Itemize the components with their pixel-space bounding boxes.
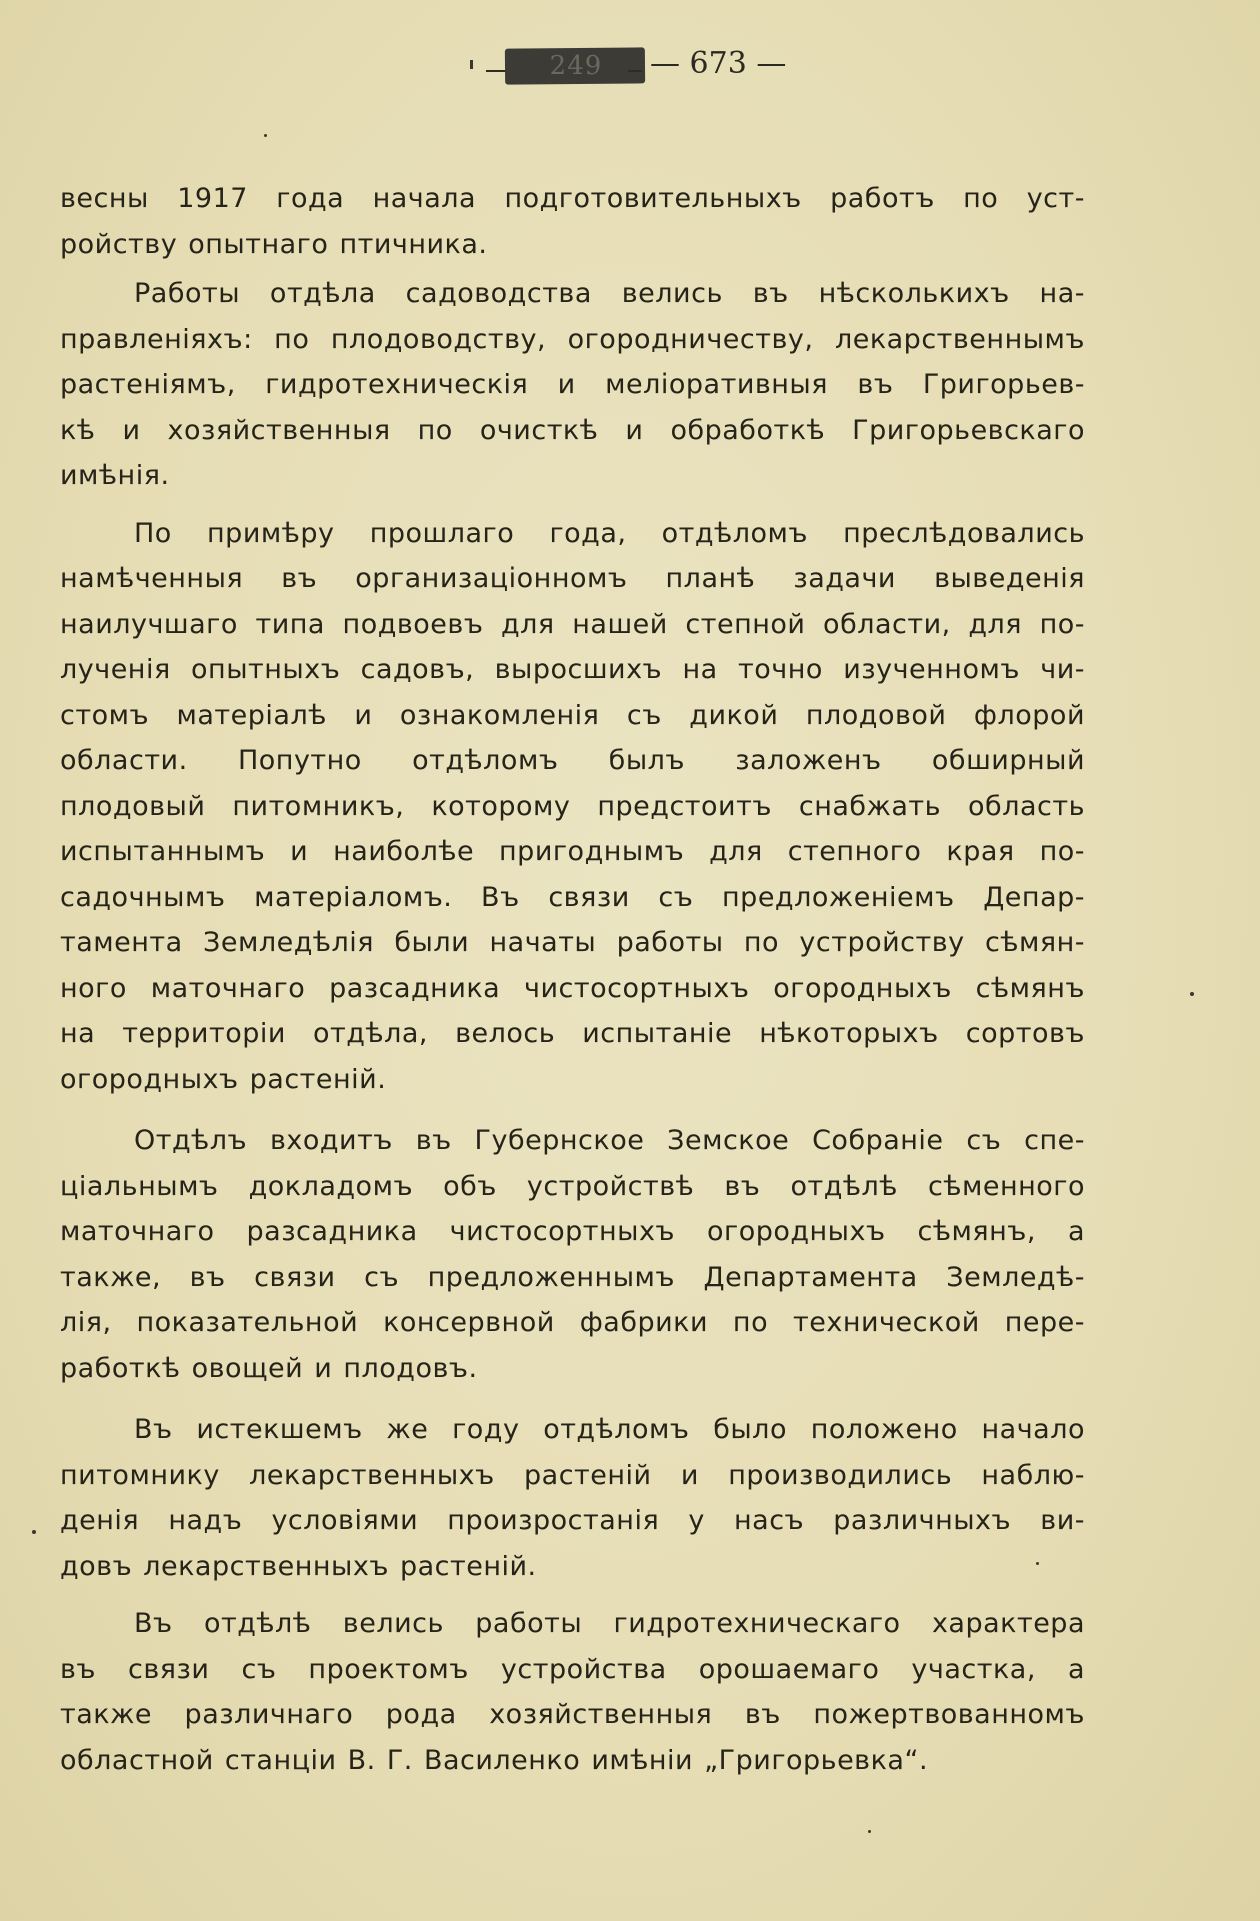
paragraph [60, 1407, 1085, 1589]
text-line: также различнаго рода хозяйственныя въ пожертвованномъ [60, 1699, 1085, 1730]
text-line: также, въ связи съ предложеннымъ Департамента Земледѣ- [60, 1261, 1085, 1293]
paragraph [60, 1601, 1085, 1783]
text-line: Работы отдѣла садоводства велись въ нѣсколькихъ на- [134, 278, 1085, 309]
text-line: тамента Земледѣлія были начаты работы по устройству сѣмян- [60, 927, 1085, 958]
text-line: ціальнымъ докладомъ объ устройствѣ въ отдѣлѣ сѣменного [60, 1170, 1085, 1202]
text-line: ройству опытнаго птичника. [60, 228, 488, 260]
text-line: стомъ матеріалѣ и ознакомленія съ дикой плодовой флорой [60, 699, 1085, 731]
paragraph [60, 1118, 1085, 1391]
page-number: — 673 — [650, 46, 787, 81]
text-line: маточнаго разсадника чистосортныхъ огородныхъ сѣмянъ, а [60, 1216, 1085, 1247]
paper-speck [868, 1830, 871, 1833]
text-line: питомнику лекарственныхъ растеній и производились наблю- [60, 1459, 1085, 1491]
text-line: имѣнія. [60, 460, 170, 491]
text-line: лія, показательной консервной фабрики по технической пере- [60, 1307, 1085, 1338]
text-line: правленіяхъ: по плодоводству, огородничеству, лекарственнымъ [60, 323, 1085, 355]
text-line: По примѣру прошлаго года, отдѣломъ преслѣдовались [134, 517, 1085, 549]
text-line: огородныхъ растеній. [60, 1063, 387, 1095]
text-line: плодовый питомникъ, которому предстоитъ снабжать область [60, 790, 1085, 822]
paper-speck [32, 1530, 36, 1534]
text-line: испытаннымъ и наиболѣе пригоднымъ для степного края по- [60, 836, 1085, 867]
old-page-number: 249 [549, 51, 603, 81]
text-line: ного маточнаго разсадника чистосортныхъ огородныхъ сѣмянъ [60, 972, 1085, 1004]
text-line: работкѣ овощей и плодовъ. [60, 1352, 478, 1384]
text-line: денія надъ условіями произростанія у насъ различныхъ ви- [60, 1505, 1085, 1536]
paper-speck [264, 134, 267, 137]
page-header [0, 42, 1260, 90]
text-line: садочнымъ матеріаломъ. Въ связи съ предложеніемъ Депар- [60, 881, 1085, 913]
text-line: растеніямъ, гидротехническія и мелiоративныя въ Григорьев- [60, 369, 1085, 400]
paper-speck [1036, 1562, 1039, 1565]
text-line: Отдѣлъ входитъ въ Губернское Земское Собраніе съ спе- [134, 1125, 1085, 1156]
tick-mark [470, 60, 473, 69]
text-line: областной станціи В. Г. Василенко имѣніи „Григорьевка“. [60, 1744, 929, 1776]
text-line: Въ отдѣлѣ велись работы гидротехническаго характера [134, 1608, 1085, 1639]
text-line: намѣченныя въ организацiонномъ планѣ задачи выведенія [60, 563, 1085, 594]
text-line: лученія опытныхъ садовъ, выросшихъ на точно изученномъ чи- [60, 654, 1085, 685]
text-line: весны 1917 года начала подготовительныхъ работъ по уст- [60, 183, 1085, 214]
text-line: Въ истекшемъ же году отдѣломъ было положено начало [134, 1414, 1085, 1445]
paragraph [60, 271, 1085, 499]
paragraph [60, 511, 1085, 1103]
text-line: довъ лекарственныхъ растеній. [60, 1550, 537, 1582]
paper-speck [1190, 992, 1194, 996]
body-text [60, 176, 1085, 1783]
text-line: области. Попутно отдѣломъ былъ заложенъ обширный [60, 745, 1085, 776]
text-line: на территоріи отдѣла, велось испытаніе нѣкоторыхъ сортовъ [60, 1018, 1085, 1049]
paragraph [60, 176, 1085, 267]
text-line: въ связи съ проектомъ устройства орошаемаго участка, а [60, 1653, 1085, 1685]
text-line: наилучшаго типа подвоевъ для нашей степной области, для по- [60, 608, 1085, 640]
text-line: кѣ и хозяйственныя по очисткѣ и обработкѣ Григорьевскаго [60, 414, 1085, 446]
old-page-dash-right [628, 70, 642, 72]
